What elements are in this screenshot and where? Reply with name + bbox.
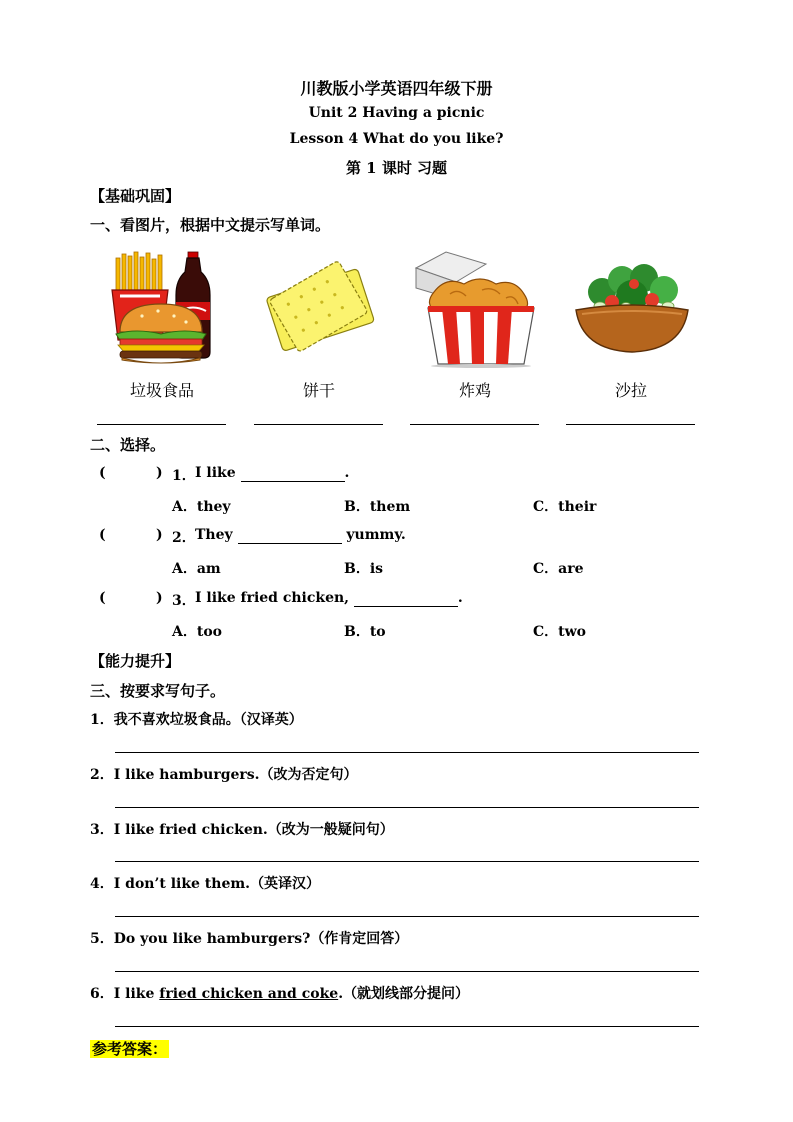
- sentence-4-text: I don’t like them.: [113, 876, 251, 892]
- q3-paren-close: ): [156, 590, 163, 606]
- q2-option-a: A．am: [172, 561, 221, 577]
- sentence-6-pre: I like: [113, 986, 160, 1002]
- sentence-1: [90, 709, 303, 729]
- answer-blank-fried-chicken[interactable]: [410, 424, 539, 425]
- sentence-3: [90, 819, 394, 839]
- fried-chicken-icon: [406, 248, 541, 368]
- part1-title: 一、看图片，根据中文提示写单词。: [90, 216, 331, 234]
- sentence-4: [90, 873, 320, 893]
- q2-post: yummy.: [346, 527, 406, 543]
- answer-blank-salad[interactable]: [566, 424, 695, 425]
- caption-fried-chicken: 炸鸡: [458, 381, 491, 400]
- sentence-3-note: （改为一般疑问句）: [267, 822, 394, 838]
- caption-junk-food: 垃圾食品: [129, 381, 194, 400]
- sentence-5: [90, 928, 408, 948]
- sentence-6-post: .: [338, 986, 344, 1002]
- sentence-4-number: 4．: [90, 876, 114, 892]
- q2-number: 2．: [172, 530, 196, 546]
- sentence-2-number: 2．: [90, 767, 114, 783]
- sentence-6-number: 6．: [90, 986, 114, 1002]
- q2-option-c: C．are: [533, 561, 584, 577]
- q2-paren-open: (: [99, 527, 106, 543]
- unit-title: Unit 2 Having a picnic: [308, 105, 485, 121]
- q3-post: .: [457, 590, 463, 606]
- sentence-2-answer-line[interactable]: [115, 807, 699, 808]
- sentence-6-answer-line[interactable]: [115, 1026, 699, 1027]
- sentence-6-underlined: fried chicken and coke: [159, 986, 339, 1002]
- q1-option-c: C．their: [533, 499, 597, 515]
- sentence-2-note: （改为否定句）: [259, 767, 358, 783]
- part3-title: 三、按要求写句子。: [90, 682, 226, 700]
- q3-text: [195, 590, 463, 607]
- biscuit-icon: [250, 254, 390, 364]
- sentence-1-text: 我不喜欢垃圾食品。: [113, 712, 240, 728]
- sentence-3-answer-line[interactable]: [115, 861, 699, 862]
- sentence-5-text: Do you like hamburgers?: [113, 931, 311, 947]
- junk-food-icon: [106, 250, 216, 365]
- section-heading-basic: 【基础巩固】: [90, 187, 181, 205]
- sentence-5-number: 5．: [90, 931, 114, 947]
- q3-paren-open: (: [99, 590, 106, 606]
- sentence-4-answer-line[interactable]: [115, 916, 699, 917]
- salad-icon: [572, 258, 692, 358]
- q3-answer-slot[interactable]: [108, 591, 152, 607]
- period-title: 第 1 课时 习题: [345, 159, 448, 177]
- q2-text: [195, 527, 406, 544]
- sentence-6: [90, 983, 469, 1003]
- q2-blank[interactable]: [238, 527, 342, 544]
- q1-paren-open: (: [99, 465, 106, 481]
- q3-option-b: B．to: [344, 624, 386, 640]
- caption-salad: 沙拉: [614, 381, 647, 400]
- q1-pre: I like: [195, 465, 236, 481]
- sentence-2: [90, 764, 358, 784]
- q1-blank[interactable]: [241, 465, 345, 482]
- page-title: 川教版小学英语四年级下册: [300, 79, 493, 98]
- q3-pre: I like fried chicken,: [195, 590, 350, 606]
- q2-paren-close: ): [156, 527, 163, 543]
- part2-title: 二、选择。: [90, 436, 166, 454]
- answer-blank-junk-food[interactable]: [97, 424, 226, 425]
- answer-key-text: 参考答案：: [92, 1040, 168, 1058]
- sentence-4-note: （英译汉）: [250, 876, 321, 892]
- sentence-3-text: I like fried chicken.: [113, 822, 268, 838]
- q3-number: 3．: [172, 593, 196, 609]
- q1-post: .: [344, 465, 350, 481]
- caption-biscuit: 饼干: [302, 381, 335, 400]
- sentence-5-answer-line[interactable]: [115, 971, 699, 972]
- sentence-1-answer-line[interactable]: [115, 752, 699, 753]
- section-heading-advanced: 【能力提升】: [90, 652, 181, 670]
- sentence-3-number: 3．: [90, 822, 114, 838]
- q3-option-a: A．too: [172, 624, 223, 640]
- sentence-1-note: （汉译英）: [239, 712, 303, 728]
- q1-paren-close: ): [156, 465, 163, 481]
- q1-number: 1．: [172, 468, 196, 484]
- answer-key-label: [90, 1038, 169, 1059]
- q1-option-b: B．them: [344, 499, 411, 515]
- q2-answer-slot[interactable]: [108, 528, 152, 544]
- sentence-1-number: 1．: [90, 712, 114, 728]
- sentence-5-note: （作肯定回答）: [310, 931, 409, 947]
- q2-option-b: B．is: [344, 561, 384, 577]
- q1-answer-slot[interactable]: [108, 466, 152, 482]
- q2-pre: They: [195, 527, 233, 543]
- q1-option-a: A．they: [172, 499, 231, 515]
- q3-option-c: C．two: [533, 624, 586, 640]
- q3-blank[interactable]: [354, 590, 458, 607]
- answer-blank-biscuit[interactable]: [254, 424, 383, 425]
- sentence-6-note: （就划线部分提问）: [343, 986, 470, 1002]
- sentence-2-text: I like hamburgers.: [113, 767, 260, 783]
- q1-text: [195, 465, 349, 482]
- lesson-title: Lesson 4 What do you like?: [289, 131, 504, 147]
